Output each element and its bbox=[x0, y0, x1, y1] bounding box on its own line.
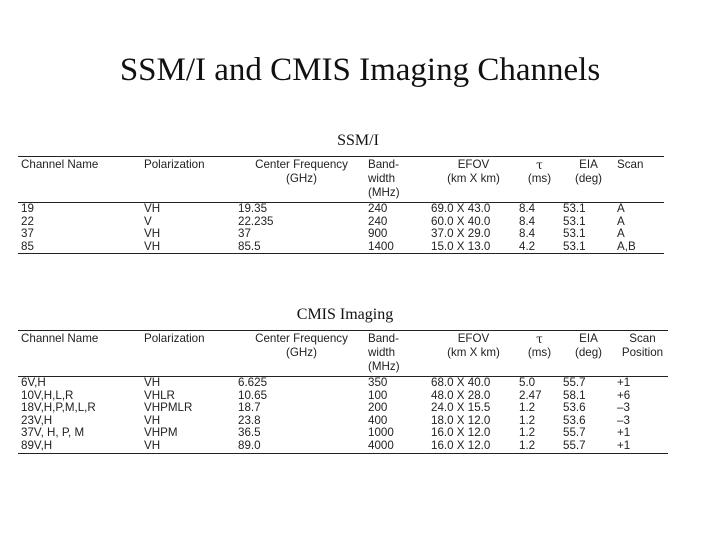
ssmi-header-row bbox=[18, 157, 664, 203]
table-row: 6V,H VH 6.625 350 68.0 X 40.0 5.0 55.7 +1 bbox=[18, 377, 668, 390]
table-row: 23V,H VH 23.8 400 18.0 X 12.0 1.2 53.6 –3 bbox=[21, 413, 630, 427]
page-title: SSM/I and CMIS Imaging Channels bbox=[119, 52, 601, 88]
header-channel-name: Channel Name bbox=[21, 332, 99, 345]
header-tau: τ (ms) bbox=[527, 332, 552, 359]
header-center-frequency: Center Frequency (GHz) bbox=[255, 332, 348, 359]
header-tau: τ (ms) bbox=[527, 158, 552, 185]
table-row: 37V, H, P, M VHPM 36.5 1000 16.0 X 12.0 1.2 55.7 +1 bbox=[21, 426, 631, 440]
ssmi-caption: SSM/I bbox=[337, 132, 379, 149]
header-bandwidth: Band- width (MHz) bbox=[368, 332, 400, 373]
header-scan-position: Scan Position bbox=[621, 332, 664, 359]
header-center-frequency: Center Frequency (GHz) bbox=[255, 158, 348, 185]
table-row: 10V,H,L,R VHLR 10.65 100 48.0 X 28.0 2.47 58.1 +6 bbox=[21, 388, 631, 402]
table-row: 89V,H VH 89.0 4000 16.0 X 12.0 1.2 55.7 +1 bbox=[18, 440, 668, 453]
header-eia: EIA (deg) bbox=[574, 332, 603, 359]
header-channel-name: Channel Name bbox=[21, 158, 99, 171]
table-row: 85 VH 85.5 1400 15.0 X 13.0 4.2 53.1 A,B bbox=[18, 241, 664, 254]
table-row: 18V,H,P,M,L,R VHPMLR 18.7 200 24.0 X 15.5 1.2 53.6 –3 bbox=[21, 401, 630, 415]
cmis-caption: CMIS Imaging bbox=[296, 306, 394, 323]
header-polarization: Polarization bbox=[144, 158, 205, 171]
ssmi-table bbox=[18, 156, 664, 254]
header-efov: EFOV (km X km) bbox=[447, 332, 500, 359]
table-row: 19 VH 19.35 240 69.0 X 43.0 8.4 53.1 A bbox=[18, 203, 664, 216]
header-polarization: Polarization bbox=[144, 332, 205, 345]
header-eia: EIA (deg) bbox=[574, 158, 603, 185]
cmis-table bbox=[18, 330, 668, 454]
header-efov: EFOV (km X km) bbox=[447, 158, 500, 185]
cmis-header-row bbox=[18, 331, 668, 377]
header-scan: Scan bbox=[617, 158, 644, 171]
header-bandwidth: Band- width (MHz) bbox=[368, 158, 400, 199]
table-row: 22 V 22.235 240 60.0 X 40.0 8.4 53.1 A bbox=[21, 214, 625, 228]
table-row: 37 VH 37 900 37.0 X 29.0 8.4 53.1 A bbox=[21, 227, 625, 241]
